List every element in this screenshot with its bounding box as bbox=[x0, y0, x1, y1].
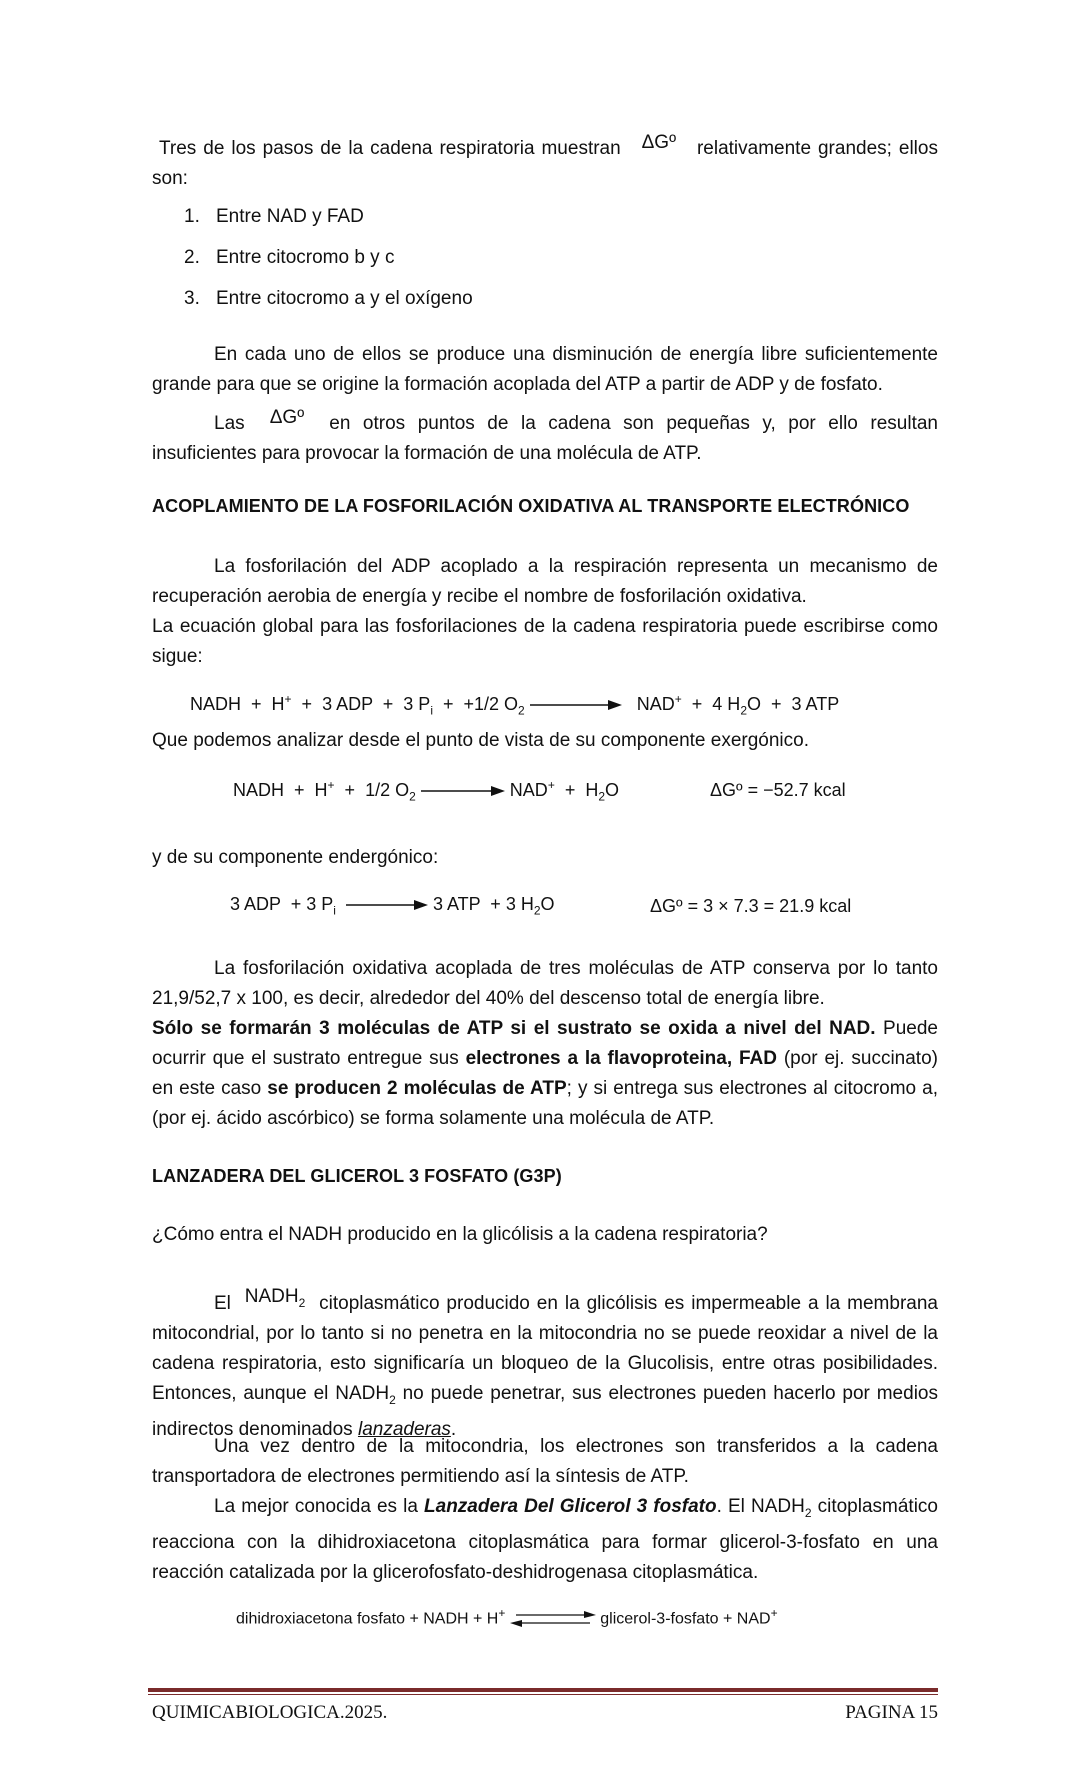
paragraph-inside-mitochondria: Una vez dentro de la mitocondria, los electrones son transferidos a la cadena transportadora de electrones permitiendo así la síntesis de ATP. bbox=[152, 1436, 938, 1487]
paragraph-endergonic: y de su componente endergónico: bbox=[152, 847, 439, 868]
equation-global: NADH + H+ + 3 ADP + 3 $P_i + +1/2$ $O_2$ NAD+ + 4 $H_2O + 3$ ATP bbox=[190, 692, 840, 718]
reaction-arrow-icon bbox=[421, 785, 505, 797]
paragraph-energy: En cada uno de ellos se produce una disminución de energía libre suficientemente grande para que se origine la formación acoplada del ATP a partir de ADP y de fosfato. bbox=[152, 344, 938, 395]
paragraph-nadh-impermeable: El $NADH_2$ citoplasmático producido en la glicólisis es impermeable a la membrana mitocondrial, por lo tanto si no penetra en la mitocondria no se puede reoxidar a nivel de la cadena respiratoria, esto significaría un bloqueo de la Glucolisis, entre otras posibilidades. Entonces, aunque el $NADH_2$ no puede penetrar, sus electrones pueden hacerlo por medios indirectos denominados lanzaderas. bbox=[152, 1286, 938, 1440]
delta-g-exergonic: ΔGº = −52.7 kcal bbox=[710, 780, 846, 800]
delta-g-symbol: ΔGº bbox=[269, 407, 305, 428]
step-item: 1. Entre NAD y FAD bbox=[184, 206, 364, 227]
equation-exergonic: NADH + H+ + 1/2 $O_2$ $NAD^+ + H_2O$ bbox=[233, 778, 620, 804]
step-item: 2. Entre citocromo b y c bbox=[184, 247, 395, 268]
footer-rule bbox=[148, 1694, 938, 1695]
section-heading: ACOPLAMIENTO DE LA FOSFORILACIÓN OXIDATIVA AL TRANSPORTE ELECTRÓNICO bbox=[152, 496, 910, 516]
equation-endergonic: 3 ADP + 3 $P_i$ 3 ATP + 3 $H_2O$ bbox=[230, 894, 555, 918]
section-heading: LANZADERA DEL GLICEROL 3 FOSFATO (G3P) bbox=[152, 1166, 562, 1186]
reaction-arrow-icon bbox=[530, 699, 622, 711]
paragraph-global-equation: La ecuación global para las fosforilaciones de la cadena respiratoria puede escribirse como sigue: bbox=[152, 616, 938, 667]
footer-left: QUIMICABIOLOGICA.2025. bbox=[152, 1702, 388, 1723]
step-item: 3. Entre citocromo a y el oxígeno bbox=[184, 288, 473, 309]
paragraph-exergonic: Que podemos analizar desde el punto de vista de su componente exergónico. bbox=[152, 730, 809, 751]
paragraph-small-dg: Las ΔGº en otros puntos de la cadena son pequeñas y, por ello resultan insuficientes para provocar la formación de una molécula de ATP. bbox=[152, 407, 938, 464]
equation-g3p: dihidroxiacetona fosfato + NADH + H+ glicerol-3-fosfato + NAD+ bbox=[236, 1606, 778, 1628]
intro-text: Tres de los pasos de la cadena respiratoria muestran bbox=[158, 138, 621, 159]
intro-text-end: relativamente grandes; ellos son: bbox=[152, 138, 938, 189]
equilibrium-arrow-icon bbox=[510, 1611, 596, 1627]
paragraph-conservation: La fosforilación oxidativa acoplada de tres moléculas de ATP conserva por lo tanto 21,9/52,7 x 100, es decir, alrededor del 40% del descenso total de energía libre. bbox=[152, 958, 938, 1009]
page-number: PAGINA 15 bbox=[845, 1702, 938, 1723]
intro-paragraph bbox=[152, 128, 938, 194]
reaction-arrow-icon bbox=[346, 899, 428, 911]
paragraph-oxidative: La fosforilación del ADP acoplado a la respiración representa un mecanismo de recuperación aerobia de energía y recibe el nombre de fosforilación oxidativa. bbox=[152, 556, 938, 607]
footer-rule bbox=[148, 1688, 938, 1692]
delta-g-endergonic: ΔGº = 3 × 7.3 = 21.9 kcal bbox=[650, 896, 852, 916]
question-text: ¿Cómo entra el NADH producido en la glicólisis a la cadena respiratoria? bbox=[152, 1224, 768, 1245]
delta-g-symbol: ΔGº bbox=[641, 132, 677, 153]
nadh-formula: $NADH_2$ bbox=[244, 1286, 306, 1310]
paragraph-shuttle: La mejor conocida es la Lanzadera Del Glicerol 3 fosfato. El $NADH_2$ citoplasmático reacciona con la dihidroxiacetona citoplasmática para formar glicerol-3-fosfato en una reacción catalizada por la glicerofosfato-deshidrogenasa citoplasmática. bbox=[152, 1496, 938, 1583]
paragraph-atp-count: Sólo se formarán 3 moléculas de ATP si el sustrato se oxida a nivel del NAD. Puede ocurrir que el sustrato entregue sus electrones a la flavoproteina, FAD (por ej. succinato) en este caso se producen 2 moléculas de ATP; y si entrega sus electrones al citocromo a, (por ej. ácido ascórbico) se forma solamente una molécula de ATP. bbox=[152, 1018, 938, 1129]
